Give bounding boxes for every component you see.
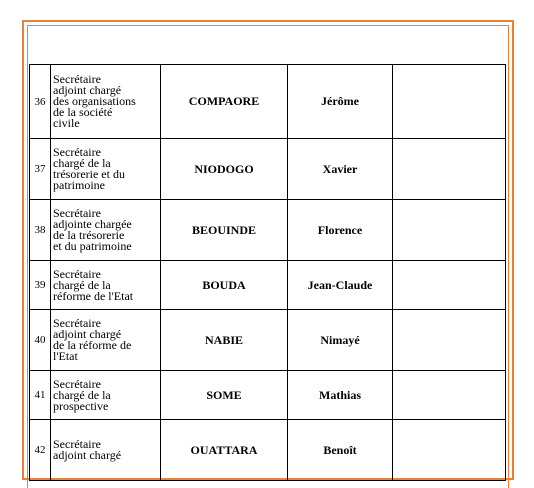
row-firstname: Xavier xyxy=(288,139,393,200)
row-function-cell xyxy=(51,261,161,310)
row-firstname: Benoît xyxy=(288,420,393,481)
row-function: Secrétaire chargé de la trésorerie et du patrimoine xyxy=(53,145,125,192)
row-number: 37 xyxy=(30,139,51,200)
members-table xyxy=(29,64,506,481)
row-number: 38 xyxy=(30,200,51,261)
row-number: 42 xyxy=(30,420,51,481)
row-empty-cell xyxy=(393,420,506,481)
row-firstname: Jérôme xyxy=(288,65,393,139)
row-surname: OUATTARA xyxy=(161,420,288,481)
table-row xyxy=(30,420,506,481)
row-surname: NABIE xyxy=(161,310,288,371)
row-function-cell xyxy=(51,200,161,261)
row-function: Secrétaire adjoint chargé xyxy=(53,437,122,462)
table-row xyxy=(30,371,506,420)
row-number: 40 xyxy=(30,310,51,371)
row-function-cell xyxy=(51,420,161,481)
row-number: 36 xyxy=(30,65,51,139)
row-surname: NIODOGO xyxy=(161,139,288,200)
row-function: Secrétaire adjoint chargé de la réforme de l'Etat xyxy=(53,316,132,363)
row-number: 39 xyxy=(30,261,51,310)
row-empty-cell xyxy=(393,200,506,261)
row-function: Secrétaire chargé de la prospective xyxy=(53,376,111,413)
row-empty-cell xyxy=(393,310,506,371)
row-function-cell xyxy=(51,139,161,200)
row-firstname: Mathias xyxy=(288,371,393,420)
table-row xyxy=(30,310,506,371)
row-function: Secrétaire chargé de la réforme de l'Etat xyxy=(53,266,134,303)
row-number: 41 xyxy=(30,371,51,420)
table-row xyxy=(30,200,506,261)
row-empty-cell xyxy=(393,261,506,310)
row-surname: COMPAORE xyxy=(161,65,288,139)
row-surname: BEOUINDE xyxy=(161,200,288,261)
row-empty-cell xyxy=(393,371,506,420)
row-firstname: Florence xyxy=(288,200,393,261)
row-function: Secrétaire adjoint chargé des organisations de la société civile xyxy=(53,72,136,130)
table-row xyxy=(30,139,506,200)
row-surname: SOME xyxy=(161,371,288,420)
row-function: Secrétaire adjointe chargée de la trésorerie et du patrimoine xyxy=(53,206,132,253)
row-function-cell xyxy=(51,371,161,420)
row-empty-cell xyxy=(393,65,506,139)
row-function-cell xyxy=(51,310,161,371)
table-row xyxy=(30,261,506,310)
table-row xyxy=(30,65,506,139)
row-surname: BOUDA xyxy=(161,261,288,310)
row-empty-cell xyxy=(393,139,506,200)
row-firstname: Jean-Claude xyxy=(288,261,393,310)
row-firstname: Nimayé xyxy=(288,310,393,371)
row-function-cell xyxy=(51,65,161,139)
